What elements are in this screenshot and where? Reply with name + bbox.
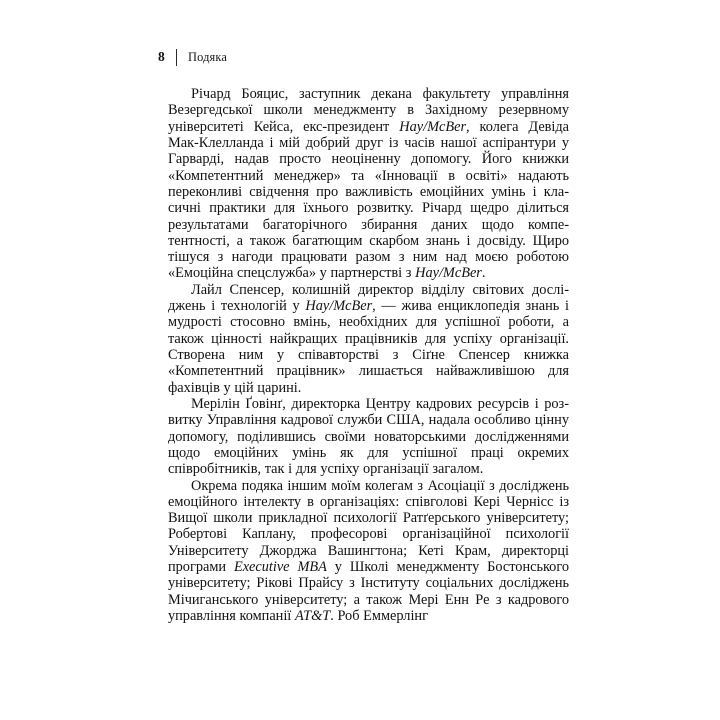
italic-term-att: AT&T xyxy=(294,608,331,624)
paragraph-gowing: Мерілін Ґовінґ, директорка Центру кадрових ресурсів і розвитку Управління кадрової служби США, надала особливо цінну допомогу, поділившись своїми новаторськими дослідженнями щодо емоційних умінь як для успішної праці окремих співробітників, так і для успіху організації загалом. xyxy=(168,395,569,478)
running-head xyxy=(155,47,227,67)
page-number: 8 xyxy=(158,49,165,65)
paragraph-consortium: Окрема подяка іншим моїм колегам з Асоціації з досліджень емоційного інтелекту в організаціях: співголові Кері Чернісс із Вищої школи прикладної психології Ратґерського університету; Робертові Каплану, професорові організаційної психології Університету Джорджа Вашингтона; Кеті Крам, директорці програми Executive MBA у Школі менеджменту Бостонського університету; Рікові Прайсу з Інституту соціальних досліджень Мічиганського університету; а також Мері Енн Ре з кадрового управління компанії AT&T. Роб Еммерлінг xyxy=(168,477,569,624)
paragraph-boyatzis: Річард Бояцис, заступник декана факультету управління Везергедської школи менеджменту в Західному резервному університеті Кейса, екс-президент Hay/McBer, колега Девіда Мак-Клелланда і мій добрий друг із часів нашої аспірантури у Гарварді, надав просто неоціненну допомогу. Його книжки «Компетентний менеджер» та «Інновації в освіті» надають переконливі свідчення про важливість емоційних умінь і класичні практики для їхнього розвитку. Річард щедро ділиться результатами багаторічного збирання даних щодо компетентності, а також багатющим скарбом знань і досвіду. Щиро тішуся з нагоди працювати разом з ним над моєю роботою «Емоційна спецслужба» у партнерстві з Hay/McBer. xyxy=(168,86,570,282)
paragraph-spencer: Лайл Спенсер, колишній директор відділу світових досліджень і технологій у Hay/McBer, — жива енциклопедія знань і мудрості стосовно вмінь, необхідних для успішної роботи, а також цінності найкращих працівників для успіху організації. Створена ним у співавторстві з Сіґне Спенсер книжка «Компетентний працівник» лишається найважливішою для фахівців у цій царині. xyxy=(168,281,569,396)
italic-term-hay-mcber: Hay/McBer xyxy=(399,118,467,135)
running-head-divider xyxy=(176,49,177,66)
body-text-column xyxy=(168,86,569,624)
italic-term-executive-mba: Executive MBA xyxy=(233,559,327,576)
italic-term-hay-mcber-3: Hay/McBer xyxy=(305,298,373,315)
chapter-title: Подяка xyxy=(188,49,228,64)
italic-term-hay-mcber-2: Hay/McBer xyxy=(415,265,482,282)
